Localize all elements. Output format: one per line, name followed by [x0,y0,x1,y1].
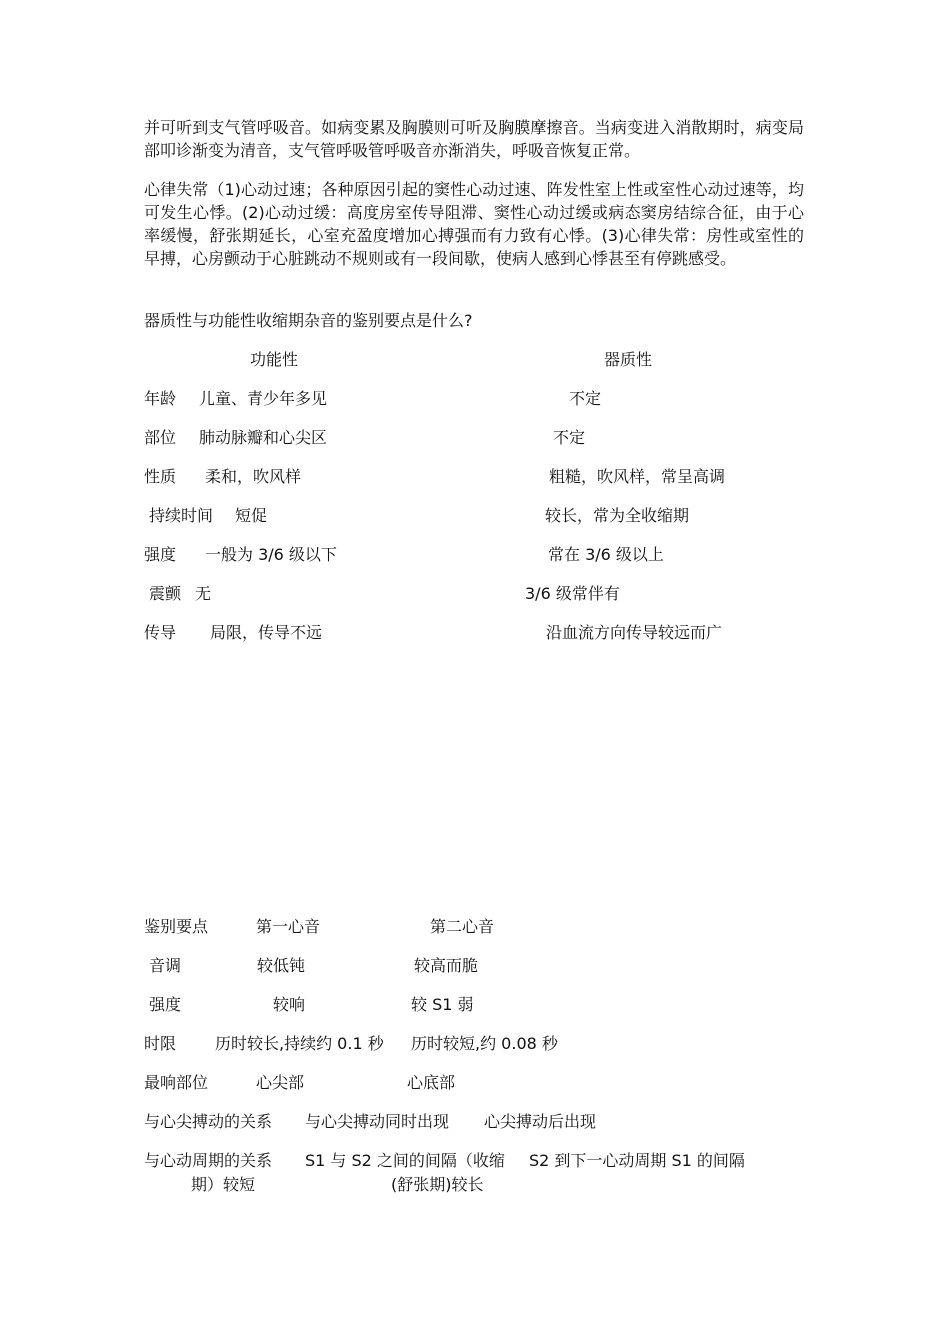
question-heading: 器质性与功能性收缩期杂音的鉴别要点是什么? [144,311,473,330]
s1-value: 心尖部 [256,1073,305,1092]
s1-value: 与心尖搏动同时出现 [305,1112,450,1131]
s2-value: 较 S1 弱 [411,995,474,1014]
s1-value-line1: S1 与 S2 之间的间隔（收缩 [305,1151,505,1170]
header-organic: 器质性 [604,350,653,369]
row-label: 年龄 [144,389,177,408]
s1-value: 历时较长,持续约 0.1 秒 [215,1034,384,1053]
row-label: 与心尖搏动的关系 [144,1112,273,1131]
s1-value: 较低钝 [257,956,306,975]
header-key-points: 鉴别要点 [144,917,209,936]
functional-value: 局限，传导不远 [210,623,323,642]
organic-value: 不定 [569,389,602,408]
s2-value: 心底部 [407,1073,456,1092]
organic-value: 粗糙，吹风样，常呈高调 [549,467,726,486]
header-functional: 功能性 [250,350,299,369]
organic-value: 不定 [553,428,586,447]
functional-value: 肺动脉瓣和心尖区 [199,428,328,447]
row-label: 最响部位 [144,1073,209,1092]
row-label: 与心动周期的关系 [144,1151,273,1170]
functional-value: 无 [195,584,212,603]
row-label: 部位 [144,428,177,447]
functional-value: 短促 [235,506,268,525]
s1-value: 较响 [273,995,306,1014]
row-label: 性质 [144,467,177,486]
row-label: 强度 [144,545,177,564]
row-label: 持续时间 [149,506,214,525]
header-second-heart-sound: 第二心音 [430,917,495,936]
s2-value-line1: S2 到下一心动周期 S1 的间隔 [529,1151,745,1170]
paragraph-pneumonia: 并可听到支气管呼吸音。如病变累及胸膜则可听及胸膜摩擦音。当病变进入消散期时，病变局部叩诊渐变为清音，支气管呼吸管呼吸音亦渐消失，呼吸音恢复正常。 [144,118,804,160]
row-label: 强度 [149,995,182,1014]
organic-value: 3/6 级常伴有 [525,584,620,603]
organic-value: 沿血流方向传导较远而广 [546,623,723,642]
s2-value: 心尖搏动后出现 [484,1112,597,1131]
organic-value: 较长，常为全收缩期 [545,506,690,525]
functional-value: 儿童、青少年多见 [199,389,328,408]
functional-value: 柔和，吹风样 [205,467,302,486]
row-label: 震颤 [149,584,182,603]
functional-value: 一般为 3/6 级以下 [205,545,337,564]
paragraph-arrhythmia: 心律失常（1)心动过速；各种原因引起的窦性心动过速、阵发性室上性或室性心动过速等，均可发生心悸。(2)心动过缓：高度房室传导阻滞、窦性心动过缓或病态窦房结综合征，由于心率缓慢，舒张期延长，心室充盈度增加心搏强而有力致有心悸。(3)心律失常：房性或室性的早搏，心房颤动于心脏跳动不规则或有一段间歇，使病人感到心悸甚至有停跳感受。 [144,180,804,268]
s2-value: 历时较短,约 0.08 秒 [411,1034,558,1053]
organic-value: 常在 3/6 级以上 [548,545,664,564]
row-label: 音调 [149,956,182,975]
s2-value: 较高而脆 [414,956,479,975]
s1-value-line2: 期）较短 [191,1175,256,1194]
row-label: 时限 [144,1034,177,1053]
s2-value-line2: (舒张期)较长 [391,1175,484,1194]
header-first-heart-sound: 第一心音 [256,917,321,936]
row-label: 传导 [144,623,177,642]
